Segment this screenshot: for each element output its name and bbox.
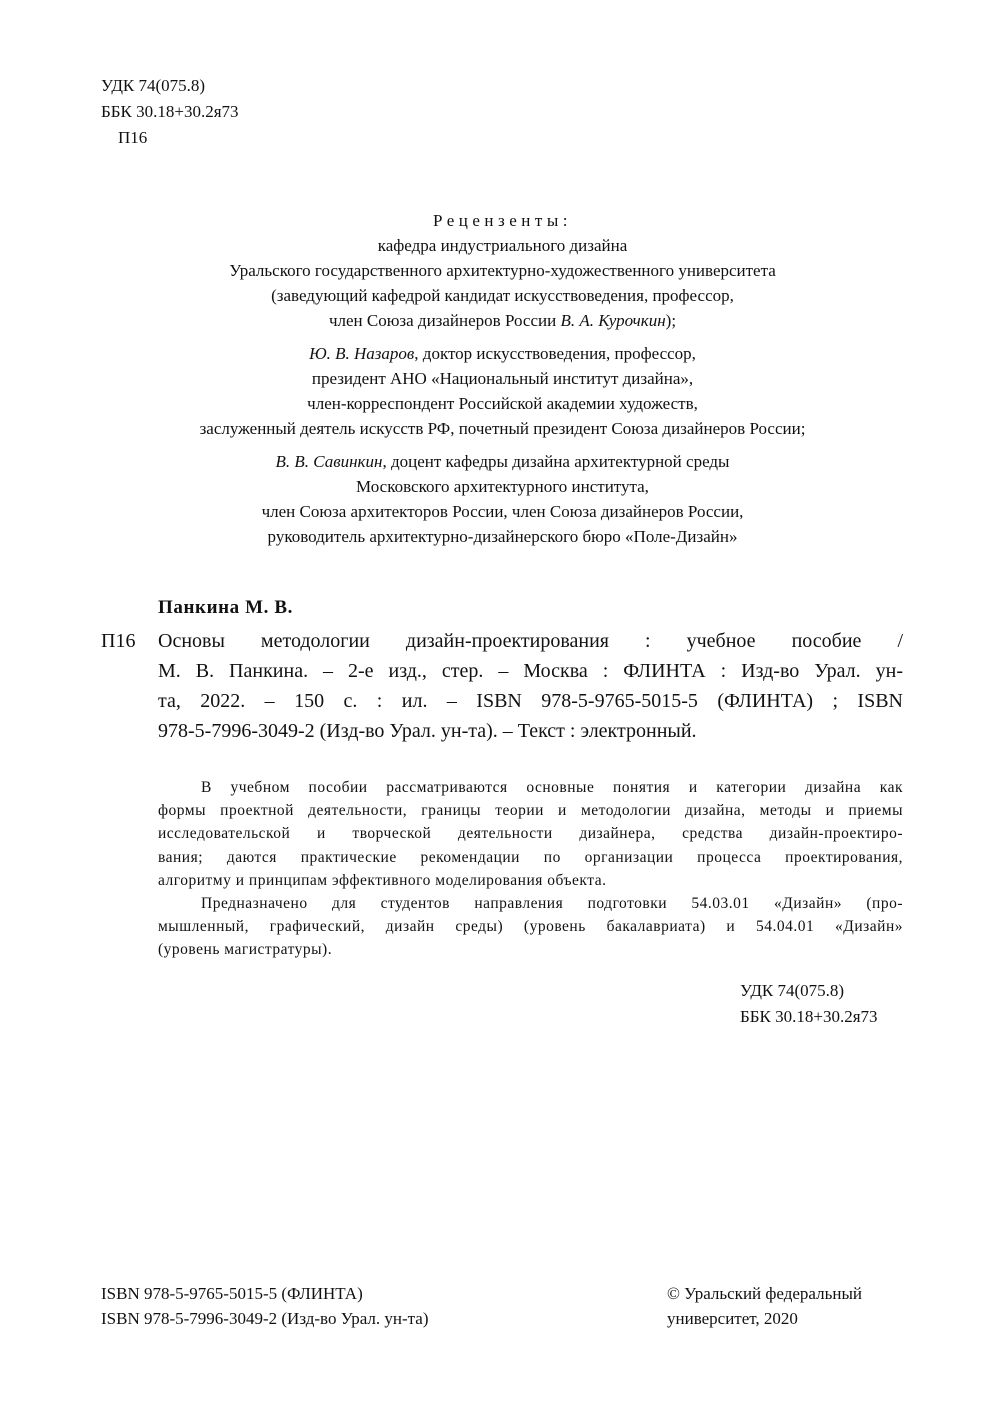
reviewer-title: , доцент кафедры дизайна архитектурной среды xyxy=(382,452,730,471)
reviewer-title: , доктор искусствоведения, профессор, xyxy=(414,344,696,363)
annotation-text xyxy=(158,776,903,962)
reviewer-line: кафедра индустриального дизайна xyxy=(377,236,628,255)
bibliographic-description xyxy=(158,626,903,746)
reviewer-line xyxy=(0,341,1005,366)
reviewer-line: руководитель архитектурно-дизайнерского бюро «Поле-Дизайн» xyxy=(267,527,738,546)
reviewer-line: член-корреспондент Российской академии художеств, xyxy=(307,394,698,413)
reviewers-heading: Рецензенты: xyxy=(433,211,572,230)
isbn-line: ISBN 978-5-7996-3049-2 (Изд-во Урал. ун-та) xyxy=(101,1309,429,1328)
reviewer-line: Уральского государственного архитектурно-художественного университета xyxy=(229,261,776,280)
reviewer-line: (заведующий кафедрой кандидат искусствоведения, профессор, xyxy=(271,286,734,305)
bbk-code: ББК 30.18+30.2я73 xyxy=(740,1007,878,1026)
copyright-block xyxy=(667,1281,862,1331)
reviewer-line: Московского архитектурного института, xyxy=(356,477,649,496)
annotation-line: вания; даются практические рекомендации по организации процесса проектирования, xyxy=(158,848,903,866)
bibliographic-line: 978-5-7996-3049-2 (Изд-во Урал. ун-та). – Текст : электронный. xyxy=(158,720,697,742)
reviewer-line xyxy=(0,449,1005,474)
reviewers-section xyxy=(0,208,1005,549)
annotation-line: Предназначено для студентов направления подготовки 54.03.01 «Дизайн» (про- xyxy=(201,895,903,913)
bibliographic-line: М. В. Панкина. – 2-е изд., стер. – Москва : ФЛИНТА : Изд-во Урал. ун- xyxy=(158,660,903,682)
annotation-line: алгоритму и принципам эффективного моделирования объекта. xyxy=(158,871,607,889)
annotation-line: В учебном пособии рассматриваются основные понятия и категории дизайна как xyxy=(201,779,903,796)
reviewer-block-nazarov xyxy=(0,341,1005,441)
top-classification-codes xyxy=(101,73,239,151)
bibliographic-author: Панкина М. В. xyxy=(158,597,293,618)
author-mark: П16 xyxy=(118,128,148,147)
bibliographic-author-mark: П16 xyxy=(101,630,136,652)
bottom-classification-codes xyxy=(740,978,878,1030)
reviewer-name: Ю. В. Назаров xyxy=(309,344,415,363)
reviewer-line: заслуженный деятель искусств РФ, почетный президент Союза дизайнеров России; xyxy=(199,419,806,438)
annotation-line: формы проектной деятельности, границы теории и методологии дизайна, методы и приемы xyxy=(158,802,903,820)
reviewer-line-suffix: ); xyxy=(665,311,677,330)
reviewer-line-prefix: член Союза дизайнеров России xyxy=(328,311,561,330)
bbk-code: ББК 30.18+30.2я73 xyxy=(101,102,239,121)
copyright-line: университет, 2020 xyxy=(667,1309,798,1328)
isbn-block xyxy=(101,1281,429,1331)
reviewer-line: президент АНО «Национальный институт дизайна», xyxy=(311,369,694,388)
copyright-line: © Уральский федеральный xyxy=(667,1284,862,1303)
udk-code: УДК 74(075.8) xyxy=(740,981,845,1000)
isbn-line: ISBN 978-5-9765-5015-5 (ФЛИНТА) xyxy=(101,1284,363,1303)
udk-code: УДК 74(075.8) xyxy=(101,76,206,95)
annotation-line: исследовательской и творческой деятельности дизайнера, средства дизайн-проектиро- xyxy=(158,825,903,843)
reviewer-block-savinkin xyxy=(0,449,1005,549)
annotation-line: мышленный, графический, дизайн среды) (уровень бакалавриата) и 54.04.01 «Дизайн» xyxy=(158,918,903,936)
reviewer-name: В. В. Савинкин xyxy=(275,452,383,471)
reviewer-line xyxy=(0,308,1005,333)
bibliographic-line: Основы методологии дизайн-проектирования : учебное пособие / xyxy=(158,630,903,652)
reviewer-name: В. А. Курочкин xyxy=(560,311,666,330)
bibliographic-line: та, 2022. – 150 с. : ил. – ISBN 978-5-9765-5015-5 (ФЛИНТА) ; ISBN xyxy=(158,690,903,712)
reviewer-line: член Союза архитекторов России, член Союза дизайнеров России, xyxy=(261,502,744,521)
reviewer-block-department xyxy=(0,233,1005,333)
annotation-line: (уровень магистратуры). xyxy=(158,941,333,959)
